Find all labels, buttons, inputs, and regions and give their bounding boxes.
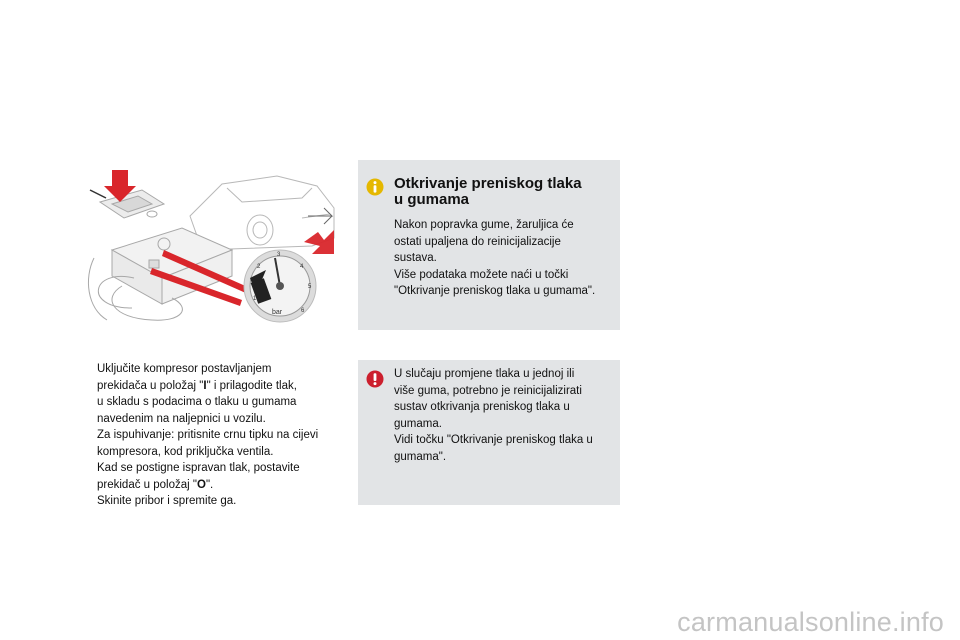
gauge-tick-6: 6 <box>301 308 305 314</box>
info-text: Nakon popravka gume, žaruljica će ostati upaljena do reinicijalizacije sustava. Više podataka možete naći u točki "Otkrivanje preniskog tlaka u gumama". <box>394 219 596 297</box>
instruction-steps <box>76 361 346 510</box>
step2-text-a: Kad se postigne ispravan tlak, postavite prekidač u položaj " <box>97 462 300 491</box>
step2-text-c: ". <box>205 478 214 491</box>
gauge-tick-2: 2 <box>257 264 261 270</box>
step3-text: Skinite pribor i spremite ga. <box>97 495 237 507</box>
info-title-line1: Otkrivanje preniskog tlaka <box>394 175 582 192</box>
gauge-tick-5: 5 <box>308 284 312 290</box>
gauge-unit: bar <box>272 309 283 316</box>
warning-box <box>358 360 620 505</box>
warning-text: U slučaju promjene tlaka u jednoj ili više guma, potrebno je reinicijalizirati sustav otkrivanja preniskog tlaka u gumama. Vidi točku "Otkrivanje preniskog tlaka u gumama". <box>394 368 593 463</box>
step2-position-o: O <box>196 478 206 491</box>
info-icon <box>366 178 384 196</box>
gauge-tick-3: 3 <box>277 252 281 258</box>
info-title-line2: u gumama <box>394 191 470 208</box>
gauge-tick-4: 4 <box>300 264 304 270</box>
step1-position-i: I <box>203 379 207 392</box>
step1-text-c: " i prilagodite tlak, u skladu s podacima o tlaku u gumama navedenim na naljepnici u vozilu. Za ispuhivanje: pritisnite crnu tipku na cijevi kompresora, kod priključka ventila. <box>97 379 319 458</box>
info-box <box>358 160 620 330</box>
info-title <box>394 176 609 208</box>
step-item <box>76 460 346 493</box>
compressor-illustration <box>72 158 342 328</box>
step-item <box>76 361 346 460</box>
warning-icon <box>366 370 384 388</box>
step1-text-a: Uključite kompresor postavljanjem prekidača u položaj " <box>97 363 272 392</box>
step-item <box>76 493 346 510</box>
gauge-tick-1: 1 <box>253 296 257 302</box>
watermark: carmanualsonline.info <box>677 607 944 637</box>
